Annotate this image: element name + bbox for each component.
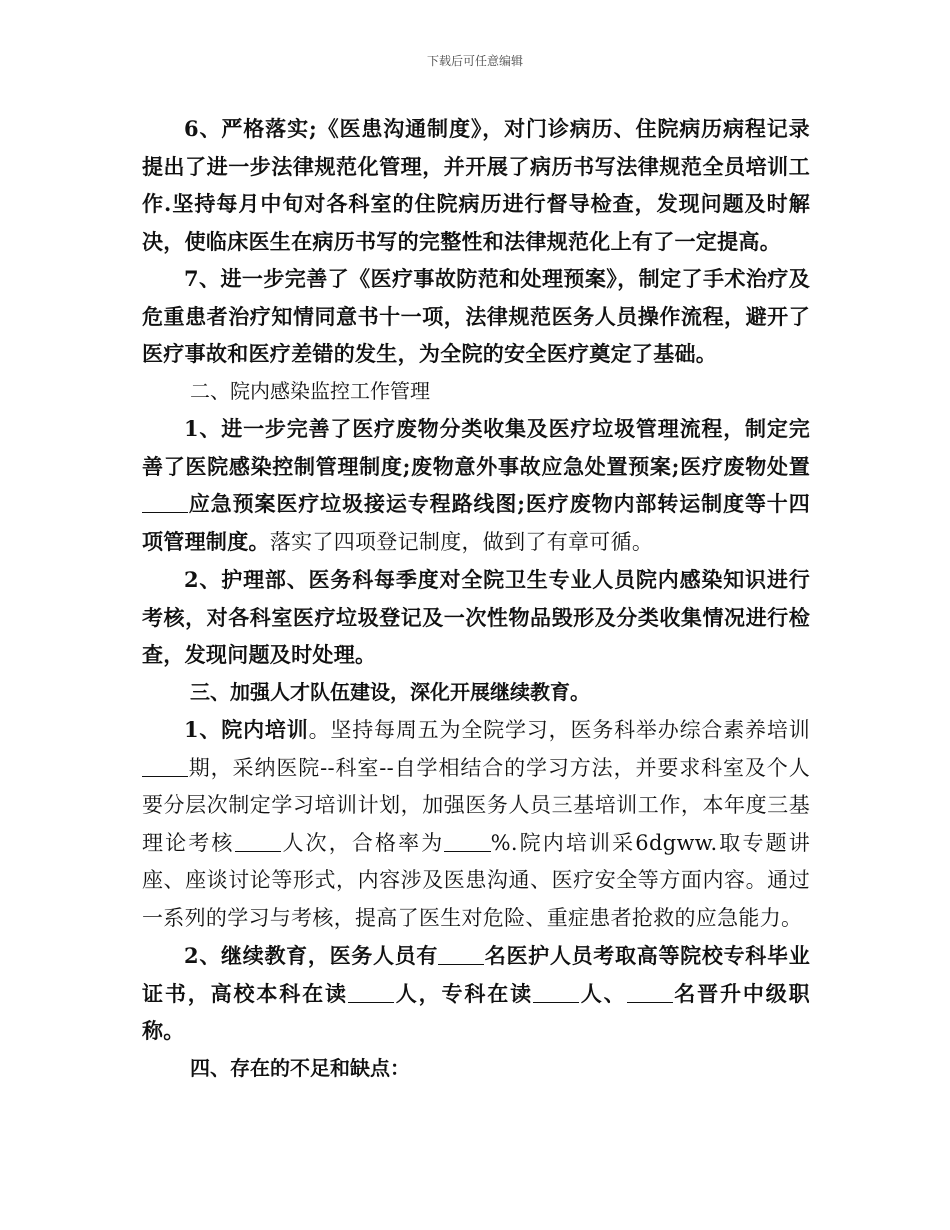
text-segment: 应急预案医疗垃圾接运专程路线图;医疗废物内部转运制度等十四项管理制度。	[142, 491, 810, 554]
section-heading-2: 二、院内感染监控工作管理	[190, 378, 430, 403]
blank-field	[142, 755, 188, 777]
section-3-paragraph-1	[142, 711, 810, 937]
text-segment: %.院内培训采6dgww.取专题讲座、座谈讨论等形式，内容涉及医患沟通、医疗安全等方面内容。通过一系列的学习与考核，提高了医生对危险、重症患者抢救的应急能力。	[142, 830, 810, 930]
paragraph-6: 6、严格落实;《医患沟通制度》，对门诊病历、住院病历病程记录提出了进一步法律规范化管理，并开展了病历书写法律规范全员培训工作.坚持每月中旬对各科室的住院病历进行督导检查，发现问题及时解决，使临床医生在病历书写的完整性和法律规范化上有了一定提高。	[142, 116, 810, 254]
blank-field	[533, 981, 579, 1003]
text-segment: 1、进一步完善了医疗废物分类收集及医疗垃圾管理流程，制定完善了医院感染控制管理制度;废物意外事故应急处置预案;医疗废物处置	[142, 416, 810, 479]
blank-field	[142, 491, 188, 513]
page-header: 下载后可任意编辑	[426, 54, 523, 68]
text-segment: 1、院内培训	[184, 717, 309, 742]
text-segment: 名晋升中级职称。	[142, 980, 810, 1043]
text-segment: 人，专科在读	[394, 980, 533, 1006]
blank-field	[444, 830, 490, 852]
section-2-paragraph-1	[142, 410, 810, 561]
document-body	[142, 110, 810, 1087]
text-segment: 人次，合格率为	[280, 830, 445, 855]
text-segment: 人、	[579, 980, 627, 1006]
text-segment: 落实了四项登记制度，做到了有章可循。	[269, 529, 654, 554]
section-3-paragraph-2	[142, 937, 810, 1050]
text-segment: 2、继续教育，医务人员有	[184, 943, 439, 968]
section-2-paragraph-2: 2、护理部、医务科每季度对全院卫生专业人员院内感染知识进行考核，对各科室医疗垃圾登记及一次性物品毁形及分类收集情况进行检查，发现问题及时处理。	[142, 567, 810, 667]
text-segment: 期，采纳医院--科室--自学相结合的学习方法，并要求科室及个人要分层次制定学习培训计划，加强医务人员三基培训工作，本年度三基理论考核	[142, 755, 810, 855]
blank-field	[235, 830, 281, 852]
section-heading-3: 三、加强人才队伍建设，深化开展继续教育。	[190, 679, 590, 704]
blank-field	[627, 981, 673, 1003]
blank-field	[438, 943, 484, 965]
text-segment: 名医护人员考取高等院校专科毕业证书，高校本科在读	[142, 943, 811, 1006]
section-heading-4: 四、存在的不足和缺点：	[190, 1055, 410, 1080]
blank-field	[348, 981, 394, 1003]
text-segment: 。坚持每周五为全院学习，医务科举办综合素养培训	[308, 718, 810, 742]
paragraph-7: 7、进一步完善了《医疗事故防范和处理预案》，制定了手术治疗及危重患者治疗知情同意书十一项，法律规范医务人员操作流程，避开了医疗事故和医疗差错的发生，为全院的安全医疗奠定了基础。	[142, 266, 810, 366]
